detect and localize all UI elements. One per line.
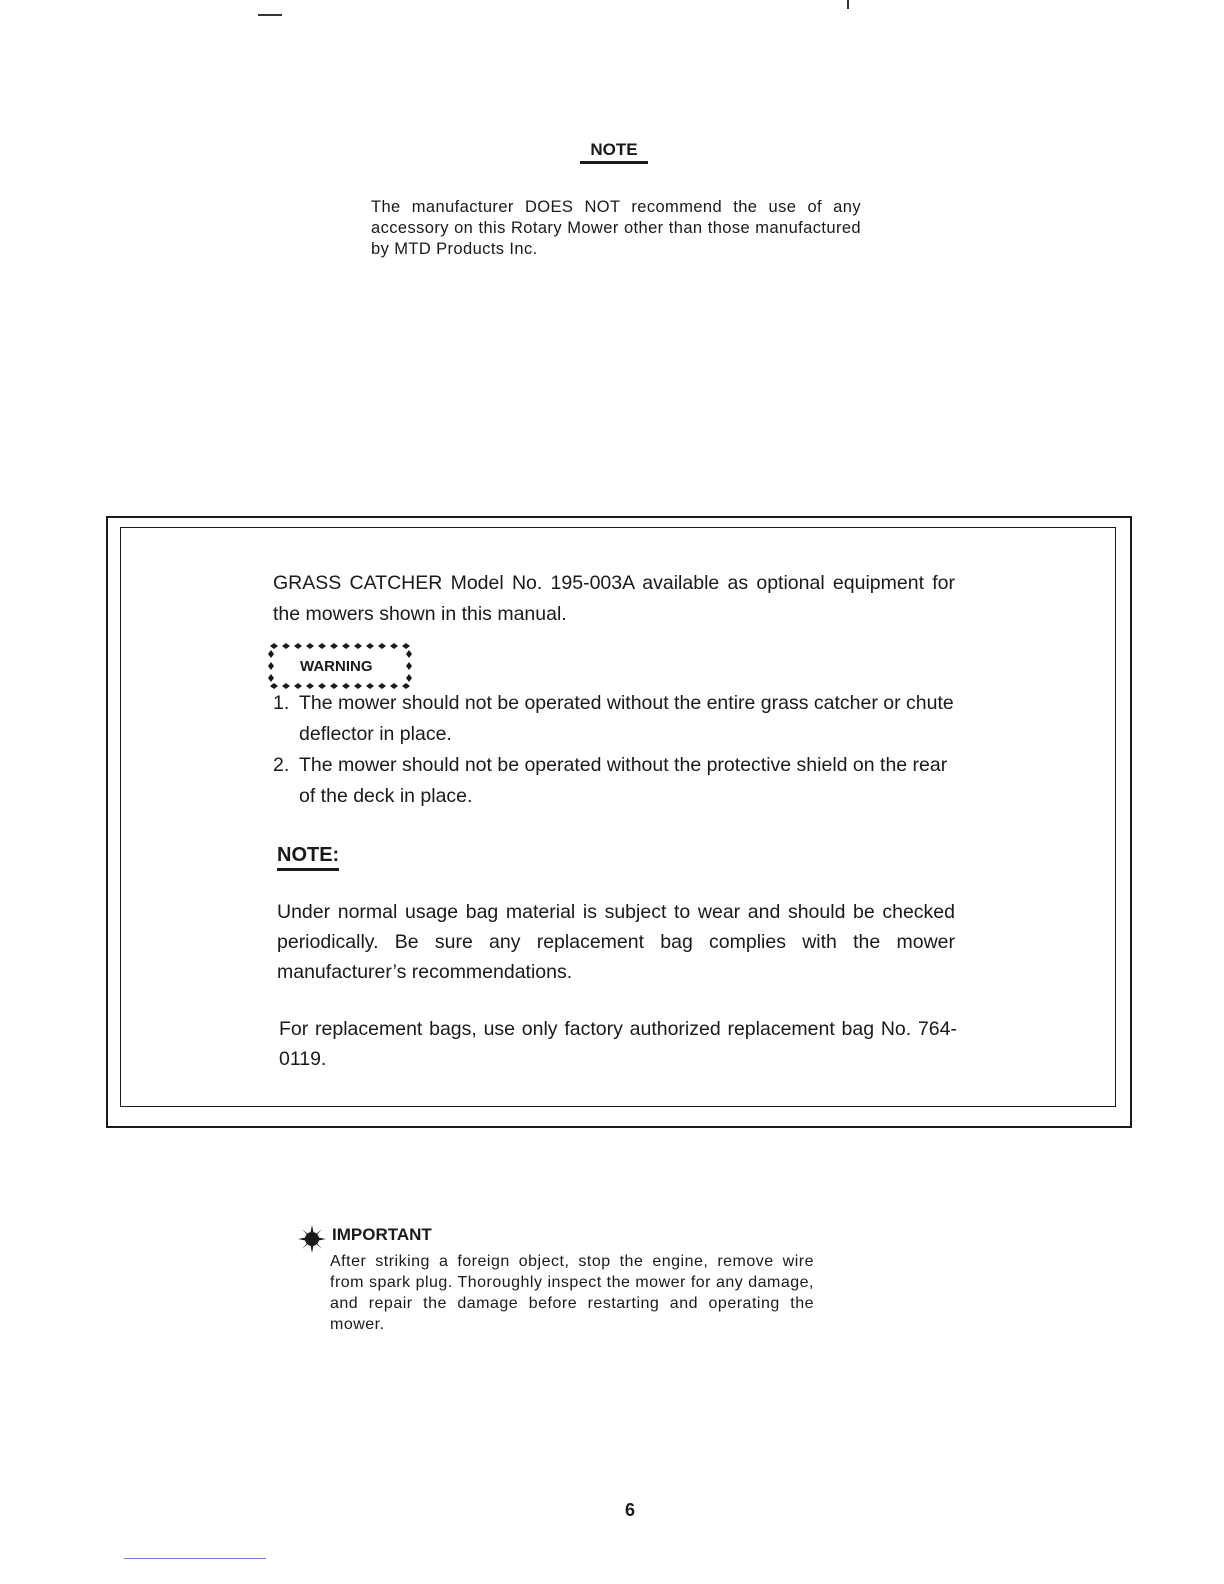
note-heading: NOTE:	[277, 843, 339, 871]
list-item	[273, 750, 955, 812]
list-item-text: The mower should not be operated without the protective shield on the rear of the deck in place.	[299, 754, 948, 807]
page-number: 6	[624, 1500, 635, 1520]
left-diamond-column	[268, 650, 274, 682]
starburst-icon	[298, 1225, 326, 1253]
scan-mark	[847, 0, 849, 9]
list-item	[273, 688, 955, 750]
important-paragraph: After striking a foreign object, stop the engine, remove wire from spark plug. Thoroughly inspect the mower for any damage, and repair the damage before restarting and operating the mower.	[330, 1253, 814, 1333]
note-heading: NOTE	[580, 140, 648, 164]
warning-list	[273, 688, 955, 812]
bag-wear-paragraph: Under normal usage bag material is subject to wear and should be checked periodically. Be sure any replacement bag complies with the mower manufacturer’s recommendations.	[277, 901, 955, 983]
warning-label: WARNING	[300, 658, 373, 675]
list-item-number: 2.	[273, 754, 290, 776]
replacement-bag-paragraph: For replacement bags, use only factory authorized replacement bag No. 764-0119.	[279, 1018, 957, 1070]
list-item-text: The mower should not be operated without the entire grass catcher or chute deflector in place.	[299, 692, 954, 745]
note-paragraph: The manufacturer DOES NOT recommend the use of any accessory on this Rotary Mower other than those manufactured by MTD Products Inc.	[371, 198, 861, 258]
top-diamond-row	[270, 643, 410, 649]
scan-mark	[258, 14, 282, 16]
important-heading: IMPORTANT	[332, 1225, 432, 1244]
list-item-number: 1.	[273, 692, 290, 714]
right-diamond-column	[406, 650, 412, 682]
grass-catcher-intro: GRASS CATCHER Model No. 195-003A available as optional equipment for the mowers shown in this manual.	[273, 572, 955, 625]
scan-mark	[124, 1558, 266, 1559]
